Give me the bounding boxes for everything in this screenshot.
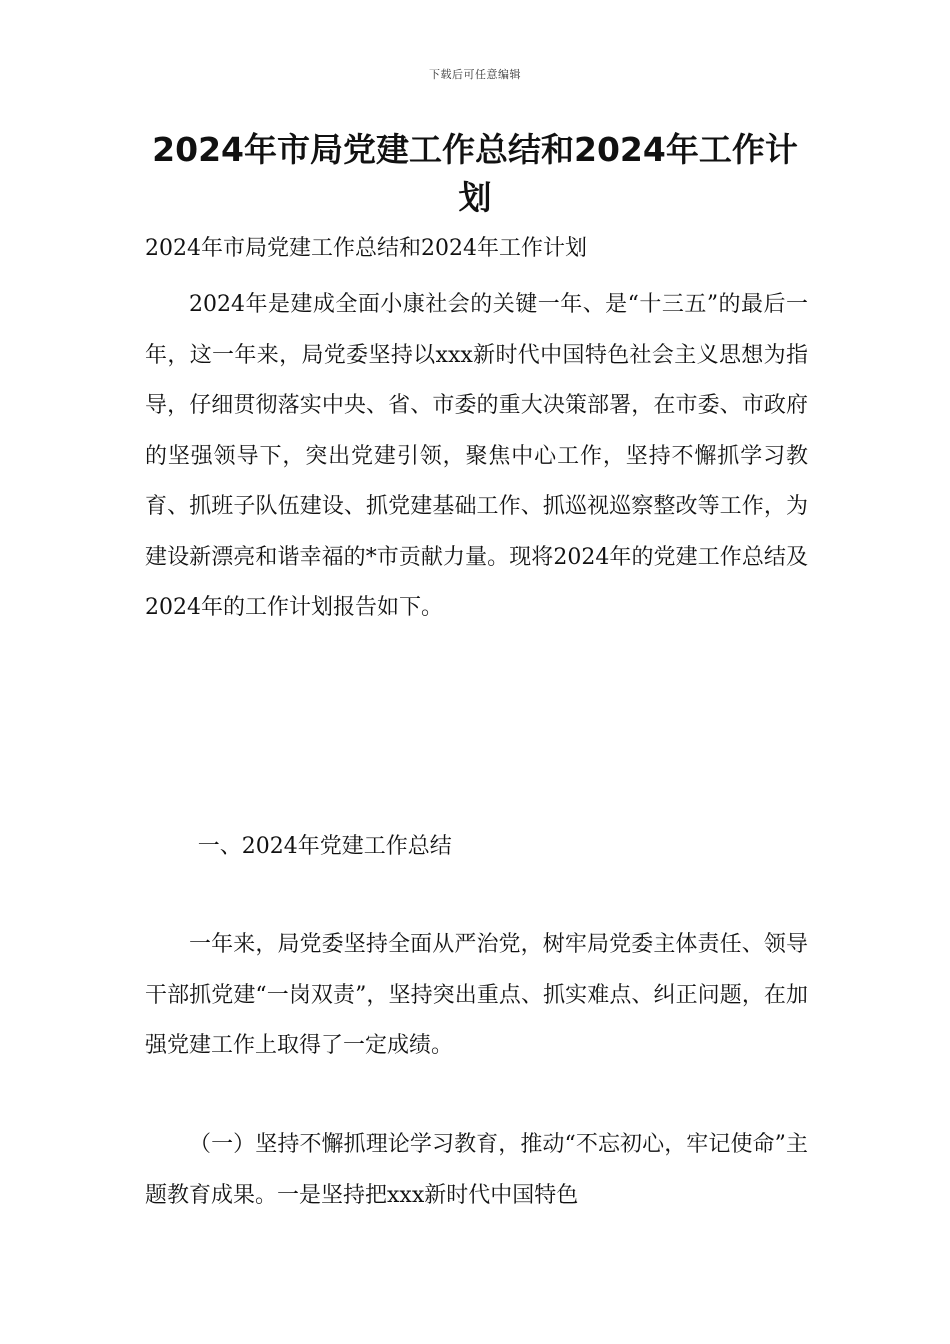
document-title: 2024年市局党建工作总结和2024年工作计划 xyxy=(152,130,798,217)
download-note: 下载后可任意编辑 xyxy=(429,68,521,81)
subsection-paragraph: （一）坚持不懈抓理论学习教育，推动“不忘初心，牢记使命”主题教育成果。一是坚持把xxx新时代中国特色 xyxy=(145,1132,808,1208)
section-heading: 一、2024年党建工作总结 xyxy=(197,834,452,859)
intro-paragraph: 2024年是建成全面小康社会的关键一年、是“十三五”的最后一年，这一年来，局党委坚持以xxx新时代中国特色社会主义思想为指导，仔细贯彻落实中央、省、市委的重大决策部署，在市委、市政府的坚强领导下，突出党建引领，聚焦中心工作，坚持不懈抓学习教育、抓班子队伍建设、抓党建基础工作、抓巡视巡察整改等工作，为建设新漂亮和谐幸福的*市贡献力量。现将2024年的党建工作总结及2024年的工作计划报告如下。 xyxy=(145,292,808,620)
document-subtitle: 2024年市局党建工作总结和2024年工作计划 xyxy=(145,236,587,261)
summary-paragraph: 一年来，局党委坚持全面从严治党，树牢局党委主体责任、领导干部抓党建“一岗双责”，坚持突出重点、抓实难点、纠正问题，在加强党建工作上取得了一定成绩。 xyxy=(145,932,808,1058)
